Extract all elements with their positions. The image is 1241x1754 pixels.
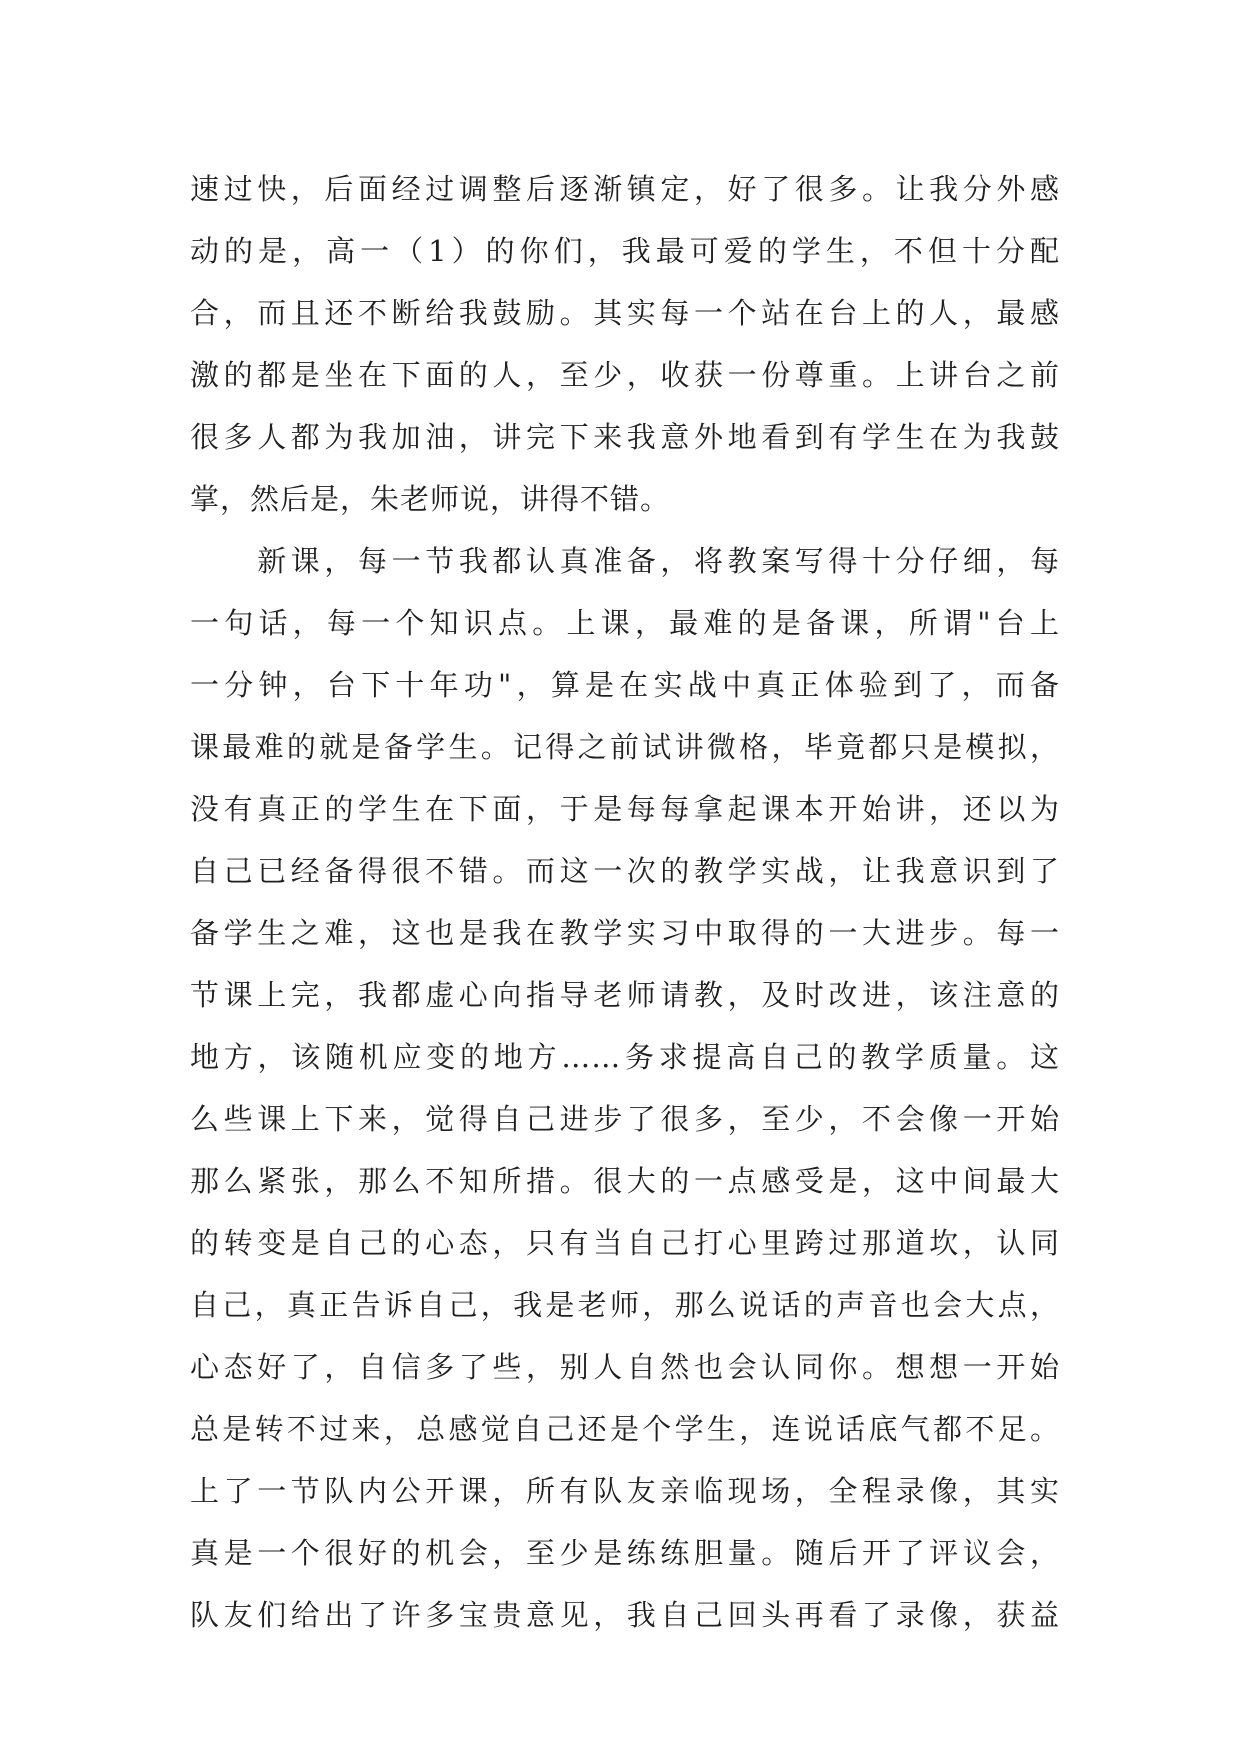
text-line: 合，而且还不断给我鼓励。其实每一个站在台上的人，最感 — [190, 296, 1060, 330]
text-line: 课最难的就是备学生。记得之前试讲微格，毕竟都只是模拟， — [190, 730, 1060, 764]
text-line: 地方，该随机应变的地方……务求提高自己的教学质量。这 — [190, 1040, 1060, 1074]
text-line: 节课上完，我都虚心向指导老师请教，及时改进，该注意的 — [190, 978, 1060, 1012]
text-line: 心态好了，自信多了些，别人自然也会认同你。想想一开始 — [190, 1350, 1060, 1384]
text-line: 备学生之难，这也是我在教学实习中取得的一大进步。每一 — [190, 916, 1060, 950]
text-line: 自己已经备得很不错。而这一次的教学实战，让我意识到了 — [190, 854, 1060, 888]
text-line: 激的都是坐在下面的人，至少，收获一份尊重。上讲台之前 — [190, 358, 1060, 392]
text-line: 自己，真正告诉自己，我是老师，那么说话的声音也会大点， — [190, 1288, 1060, 1322]
document-body — [190, 158, 1060, 1646]
paragraph-2 — [190, 530, 1060, 1646]
text-line: 总是转不过来，总感觉自己还是个学生，连说话底气都不足。 — [190, 1412, 1060, 1446]
text-line: 一分钟，台下十年功"，算是在实战中真正体验到了，而备 — [190, 668, 1060, 702]
text-line: 很多人都为我加油，讲完下来我意外地看到有学生在为我鼓 — [190, 420, 1060, 454]
paragraph-1 — [190, 158, 1060, 530]
text-line: 掌，然后是，朱老师说，讲得不错。 — [190, 482, 671, 516]
text-line: 上了一节队内公开课，所有队友亲临现场，全程录像，其实 — [190, 1474, 1060, 1508]
text-line: 那么紧张，那么不知所措。很大的一点感受是，这中间最大 — [190, 1164, 1060, 1198]
text-line: 真是一个很好的机会，至少是练练胆量。随后开了评议会， — [190, 1536, 1060, 1570]
text-line: 队友们给出了许多宝贵意见，我自己回头再看了录像，获益 — [190, 1598, 1060, 1632]
text-line: 动的是，高一（1）的你们，我最可爱的学生，不但十分配 — [190, 234, 1060, 268]
text-line: 么些课上下来，觉得自己进步了很多，至少，不会像一开始 — [190, 1102, 1060, 1136]
text-line: 速过快，后面经过调整后逐渐镇定，好了很多。让我分外感 — [190, 172, 1060, 206]
text-line: 的转变是自己的心态，只有当自己打心里跨过那道坎，认同 — [190, 1226, 1060, 1260]
text-line: 新课，每一节我都认真准备，将教案写得十分仔细，每 — [190, 544, 1060, 578]
text-line: 一句话，每一个知识点。上课，最难的是备课，所谓"台上 — [190, 606, 1060, 640]
text-line: 没有真正的学生在下面，于是每每拿起课本开始讲，还以为 — [190, 792, 1060, 826]
